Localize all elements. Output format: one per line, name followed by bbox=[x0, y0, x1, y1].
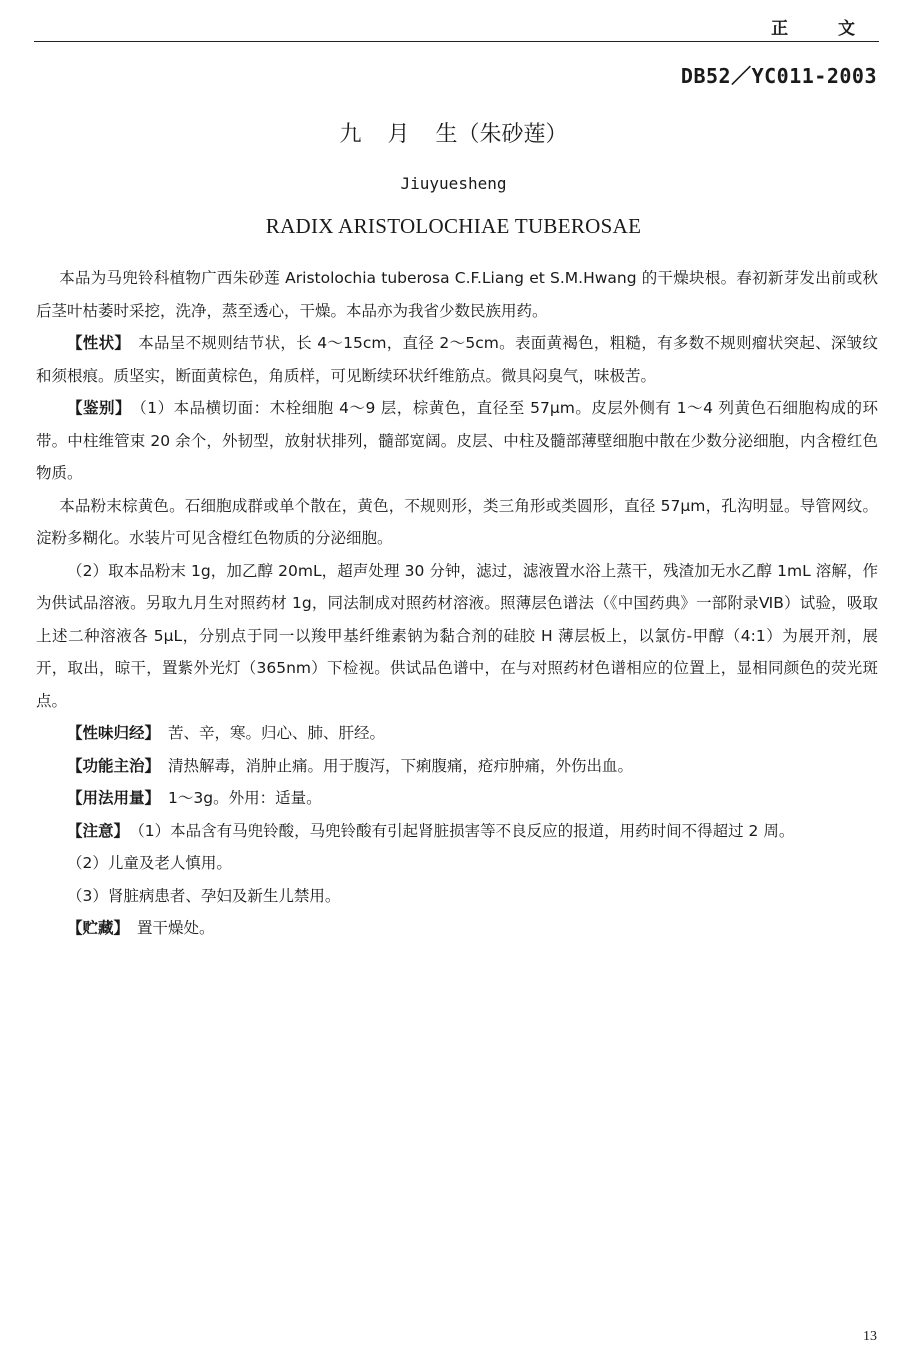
dosage-heading: 【用法用量】 bbox=[67, 789, 161, 807]
monograph-body bbox=[36, 262, 878, 945]
title-char-3: 生 bbox=[435, 122, 458, 147]
caution-paragraph-3: （3）肾脏病患者、孕妇及新生儿禁用。 bbox=[67, 886, 341, 905]
dosage-text: 1～3g。外用：适量。 bbox=[168, 789, 322, 807]
title-alt-name: （朱砂莲） bbox=[457, 122, 568, 147]
title-chinese bbox=[0, 117, 907, 148]
intro-paragraph: 本品为马兜铃科植物广西朱砂莲 Aristolochia tuberosa C.F.Liang et S.M.Hwang 的干燥块根。春初新芽发出前或秋后茎叶枯萎时采挖，洗净，蒸至透心，干燥。本品亦为我省少数民族用药。 bbox=[36, 269, 878, 320]
title-pinyin: Jiuyuesheng bbox=[400, 174, 507, 193]
identification-heading: 【鉴别】 bbox=[67, 399, 132, 417]
title-latin: RADIX ARISTOLOCHIAE TUBEROSAE bbox=[265, 214, 642, 238]
identification-paragraph-2: 本品粉末棕黄色。石细胞成群或单个散在，黄色，不规则形，类三角形或类圆形，直径 57μm，孔沟明显。导管网纹。淀粉多糊化。水装片可见含橙红色物质的分泌细胞。 bbox=[36, 496, 878, 547]
dosage-paragraph bbox=[36, 782, 878, 815]
nature-paragraph bbox=[36, 717, 878, 750]
function-text: 清热解毒，消肿止痛。用于腹泻，下痢腹痛，疮疖肿痛，外伤出血。 bbox=[168, 756, 634, 775]
storage-text: 置干燥处。 bbox=[137, 919, 215, 937]
caution-paragraph-1 bbox=[36, 815, 878, 848]
caution-text-1: （1）本品含有马兜铃酸，马兜铃酸有引起肾脏损害等不良反应的报道，用药时间不得超过 2 周。 bbox=[137, 821, 795, 840]
title-char-2: 月 bbox=[387, 122, 410, 147]
function-heading: 【功能主治】 bbox=[67, 756, 161, 775]
characteristics-paragraph bbox=[36, 327, 878, 392]
identification-text-1: （1）本品横切面：木栓细胞 4～9 层，棕黄色，直径至 57μm。皮层外侧有 1～4 列黄色石细胞构成的环带。中柱维管束 20 余个，外韧型，放射状排列，髓部宽阔。皮层、中柱及髓部薄壁细胞中散在少数分泌细胞，内含橙红色物质。 bbox=[36, 399, 878, 482]
characteristics-heading: 【性状】 bbox=[67, 334, 131, 352]
storage-heading: 【贮藏】 bbox=[67, 919, 130, 937]
identification-paragraph-1 bbox=[36, 392, 878, 490]
caution-heading: 【注意】 bbox=[67, 821, 130, 840]
function-paragraph bbox=[36, 750, 878, 783]
page-number: 13 bbox=[863, 1329, 877, 1344]
nature-heading: 【性味归经】 bbox=[67, 724, 161, 742]
header-rule bbox=[34, 41, 879, 42]
standard-number: DB52／YC011-2003 bbox=[680, 64, 877, 88]
identification-paragraph-3: （2）取本品粉末 1g，加乙醇 20mL，超声处理 30 分钟，滤过，滤液置水浴上蒸干，残渣加无水乙醇 1mL 溶解，作为供试品溶液。另取九月生对照药材 1g，同法制成对照药材溶液。照薄层色谱法（《中国药典》一部附录ⅥB）试验，吸取上述二种溶液各 5μL，分别点于同一以羧甲基纤维素钠为黏合剂的硅胶 H 薄层板上，以氯仿-甲醇（4:1）为展开剂，展开，取出，晾干，置紫外光灯（365nm）下检视。供试品色谱中，在与对照药材色谱相应的位置上，显相同颜色的荧光斑点。 bbox=[36, 561, 878, 710]
caution-paragraph-2: （2）儿童及老人慎用。 bbox=[67, 854, 232, 872]
nature-text: 苦、辛，寒。归心、肺、肝经。 bbox=[168, 724, 386, 742]
title-char-1: 九 bbox=[339, 122, 362, 147]
storage-paragraph bbox=[36, 912, 878, 945]
section-label: 正 文 bbox=[771, 19, 877, 39]
characteristics-text: 本品呈不规则结节状，长 4～15cm，直径 2～5cm。表面黄褐色，粗糙，有多数不规则瘤状突起、深皱纹和须根痕。质坚实，断面黄棕色，角质样，可见断续环状纤维筋点。微具闷臭气，味极苦。 bbox=[36, 334, 878, 385]
